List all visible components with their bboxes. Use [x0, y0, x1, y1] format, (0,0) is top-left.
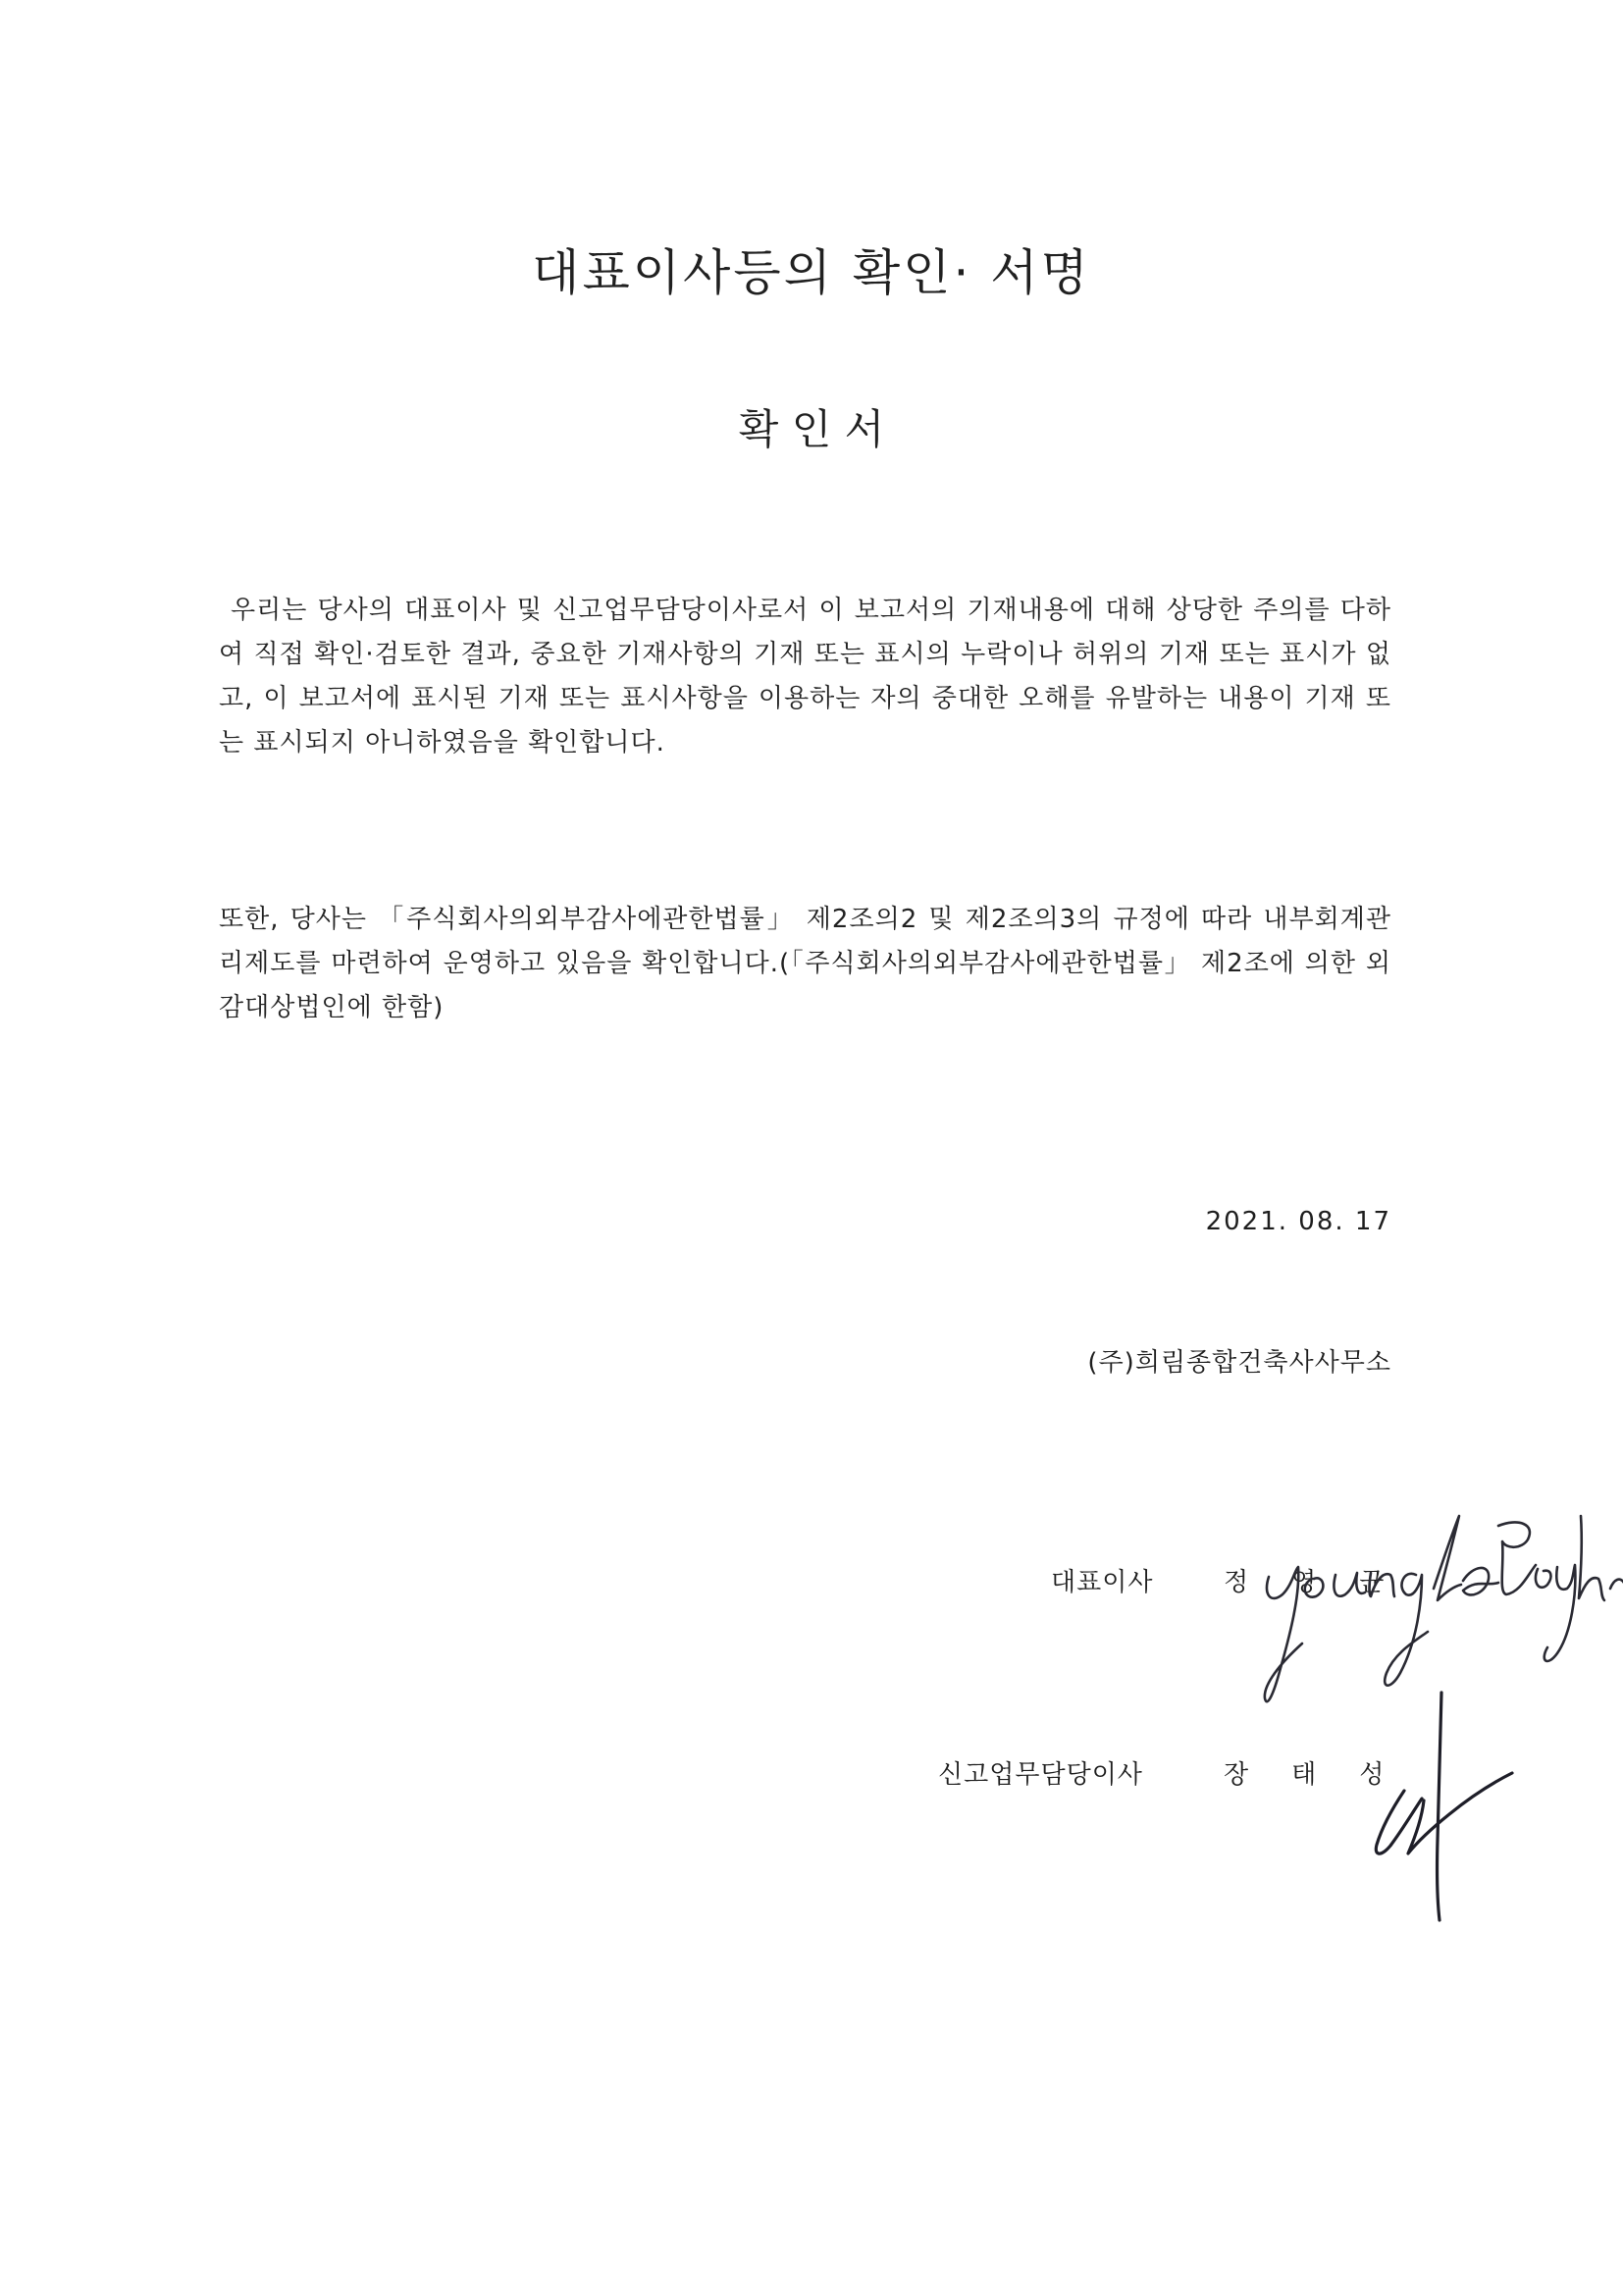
- document-date: 2021. 08. 17: [1205, 1207, 1391, 1236]
- disclosure-officer-title: 신고업무담당이사: [938, 1760, 1143, 1790]
- internal-control-paragraph: 또한, 당사는 「주식회사의외부감사에관한법률」 제2조의2 및 제2조의3의 규정에 따라 내부회계관리제도를 마련하여 운영하고 있음을 확인합니다.(「주식회사의외부감사에관한법률」 제2조에 의한 외감대상법인에 한함): [219, 905, 1391, 1022]
- ceo-name: 정영균: [1224, 1568, 1428, 1597]
- confirmation-paragraph: 우리는 당사의 대표이사 및 신고업무담당이사로서 이 보고서의 기재내용에 대해 상당한 주의를 다하여 직접 확인·검토한 결과, 중요한 기재사항의 기재 또는 표시의 누락이나 허위의 기재 또는 표시가 없고, 이 보고서에 표시된 기재 또는 표시사항을 이용하는 자의 중대한 오해를 유발하는 내용이 기재 또는 표시되지 아니하였음을 확인합니다.: [219, 596, 1391, 757]
- document-title: 대표이사등의 확인· 서명: [532, 244, 1091, 301]
- disclosure-officer-name: 장태성: [1224, 1760, 1428, 1790]
- officer-signature: [1369, 1663, 1516, 1928]
- ceo-title: 대표이사: [1051, 1568, 1154, 1597]
- document-subtitle: 확 인 서: [738, 405, 885, 453]
- company-name: (주)희림종합건축사사무소: [1087, 1348, 1391, 1378]
